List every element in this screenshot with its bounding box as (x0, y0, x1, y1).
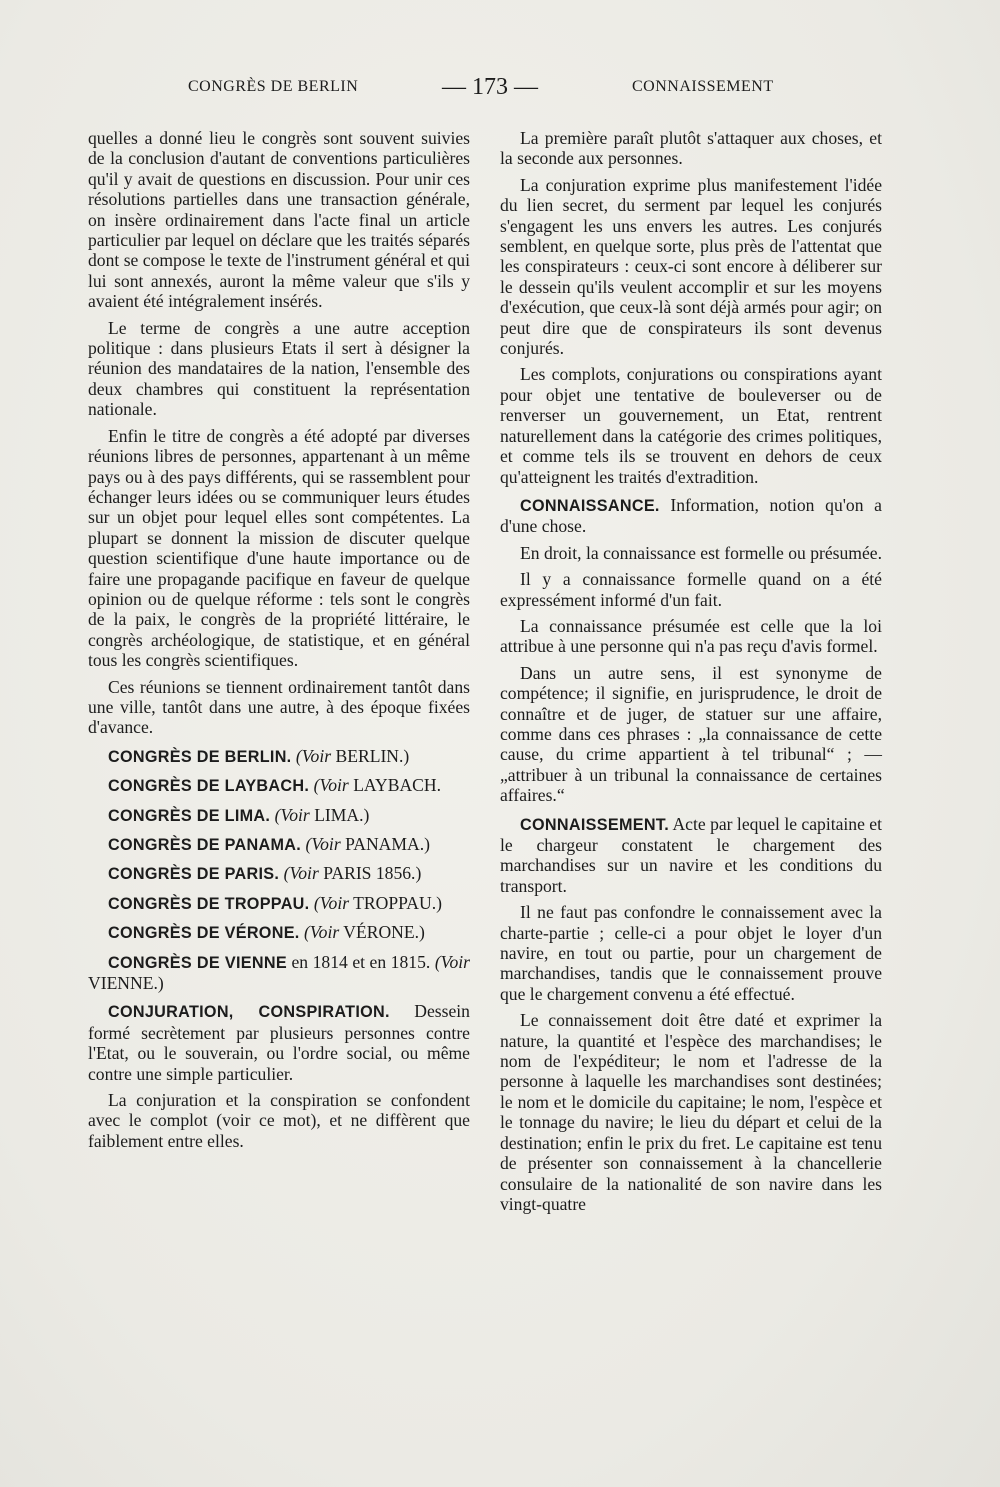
cross-reference: TROPPAU.) (353, 892, 442, 913)
entry-congres-troppau (88, 893, 470, 914)
entry-term: CONGRÈS DE BERLIN. (108, 747, 292, 766)
entry-term: CONGRÈS DE PARIS. (108, 865, 280, 884)
entry-term: CONGRÈS DE VIENNE (108, 953, 287, 972)
entry-term: CONJURATION, CONSPIRATION. (108, 1003, 390, 1022)
paragraph: La première paraît plutôt s'attaquer aux choses, et la seconde aux personnes. (500, 128, 882, 169)
entry-connaissement (500, 814, 882, 897)
paragraph: Dans un autre sens, il est synonyme de compétence; il signifie, en jurisprudence, le droit de connaître et de juger, de statuer sur une affaire, comme dans ces phrases : „la connaissance de cette cause, du crime appartient à tel tribunal“ ; — „attribuer à un tribunal la connaissance de certaines affaires.“ (500, 662, 882, 806)
header-right-title: CONNAISSEMENT (632, 78, 774, 95)
paragraph: En droit, la connaissance est formelle ou présumée. (520, 542, 883, 563)
entry-term: CONNAISSANCE. (520, 496, 660, 515)
cross-reference: LAYBACH. (353, 775, 442, 796)
entry-congres-panama (88, 834, 470, 855)
entry-congres-paris (88, 863, 470, 884)
voir-label: (Voir (274, 804, 310, 825)
page-number: — 173 — (442, 74, 538, 100)
paragraph: La connaissance présumée est celle que la loi attribue à une personne qui n'a pas reçu d'avis formel. (500, 615, 882, 657)
paragraph: Le connaissement doit être daté et exprimer la nature, la quantité et l'espèce des marchandises; le nom de l'expéditeur; le nom et l'adresse de la personne à laquelle les marchandises sont destinées; le nom et le domicile du capitaine; le nom, l'espèce et le tonnage du navire; le lieu du départ et celui de la destination; enfin le prix du fret. Le capitaine est tenu de présenter son connaissement à la chancellerie consulaire de la nationalité de son navire dans les vingt-quatre (500, 1010, 882, 1214)
entry-term: CONNAISSEMENT. (520, 815, 670, 834)
paragraph: La conjuration et la conspiration se confondent avec le complot (voir ce mot), et ne diffèrent que faiblement entre elles. (88, 1090, 470, 1151)
entry-text: Dessein formé secrètement par plusieurs personnes contre l'Etat, ou le souverain, ou l'ordre social, ou même contre une simple particulier. (88, 1001, 470, 1084)
voir-label: (Voir (283, 863, 319, 884)
entry-congres-lima (88, 805, 470, 826)
entry-text: en 1814 et en 1815. (291, 951, 431, 972)
entry-term: CONGRÈS DE LAYBACH. (108, 777, 310, 796)
entry-text: Acte par lequel le capitaine et le chargeur constatent le chargement des marchandises sur un navire et les conditions du transport. (500, 813, 882, 896)
cross-reference: BERLIN.) (335, 745, 410, 766)
left-column (88, 128, 470, 1157)
entry-conjuration (88, 1001, 470, 1084)
voir-label: (Voir (313, 892, 350, 913)
paragraph: Le terme de congrès a une autre acception politique : dans plusieurs Etats il sert à désigner la réunion des mandataires de la nation, l'ensemble des deux chambres qui constituent la représentation nationale. (88, 317, 470, 420)
paragraph: Enfin le titre de congrès a été adopté par diverses réunions libres de personnes, appartenant à un même pays ou à des pays différents, qui se rassemblent pour échanger leurs idées ou se communiquer leurs études sur un objet pour lequel elles sont compétentes. La plupart se donnent la mission de discuter quelque question scientifique d'une haute importance ou de faire une propagande pacifique en faveur de quelque opinion ou de quelque réforme : tels sont le congrès de la paix, le congrès de la propriété littéraire, le congrès archéologique, de statistique, et en général tous les congrès scientifiques. (88, 425, 470, 671)
cross-reference: LIMA.) (314, 804, 370, 825)
paragraph: Il y a connaissance formelle quand on a été expressément informé d'un fait. (500, 569, 882, 610)
cross-reference: PARIS 1856.) (323, 863, 422, 884)
cross-reference: PANAMA.) (345, 834, 430, 854)
paragraph: quelles a donné lieu le congrès sont souvent suivies de la conclusion d'autant de conventions particulières qu'il y avait de questions en discussion. Pour unir ces résolutions partielles dans une transaction générale, on insère ordinairement dans l'acte final un article particulier par lequel on déclare que les traités séparés dont se compose le texte de l'instrument général et qui lui sont annexés, auront la même valeur que s'ils y avaient été intégralement insérés. (88, 128, 470, 312)
entry-congres-laybach (88, 775, 470, 796)
entry-term: CONGRÈS DE LIMA. (108, 806, 271, 825)
cross-reference: VIENNE.) (88, 973, 164, 994)
voir-label: (Voir (304, 922, 340, 943)
paragraph: Ces réunions se tiennent ordinairement tantôt dans une ville, tantôt dans une autre, à des époque fixées d'avance. (88, 676, 470, 738)
entry-text: Information, notion qu'on a d'une chose. (500, 494, 882, 537)
entry-congres-vienne (88, 952, 470, 994)
header-left-title: CONGRÈS DE BERLIN (188, 78, 359, 95)
cross-reference: VÉRONE.) (343, 922, 425, 943)
right-column (500, 128, 882, 1220)
voir-label: (Voir (313, 775, 349, 796)
voir-label: (Voir (305, 834, 341, 854)
entry-term: CONGRÈS DE TROPPAU. (108, 894, 310, 913)
running-header (0, 74, 1000, 104)
voir-label: (Voir (295, 745, 332, 766)
paragraph: Il ne faut pas confondre le connaissement avec la charte-partie ; celle-ci a pour objet le loyer d'un navire, en tout ou partie, pour un chargement de marchandises, tandis que le connaissement prouve que le chargement convenu a été effectué. (500, 902, 882, 1004)
entry-term: CONGRÈS DE PANAMA. (108, 836, 302, 854)
entry-congres-berlin (88, 746, 470, 767)
entry-congres-verone (88, 922, 470, 943)
entry-term: CONGRÈS DE VÉRONE. (108, 924, 300, 943)
voir-label: (Voir (434, 951, 470, 972)
entry-connaissance (500, 495, 882, 537)
paragraph: Les complots, conjurations ou conspirations ayant pour objet une tentative de bouleverser ou de renverser un gouvernement, un Etat, rentrent naturellement dans la catégorie des crimes politiques, et comme tels ils se trouvent en dehors de ceux qu'atteignent les traités d'extradition. (500, 364, 882, 487)
paragraph: La conjuration exprime plus manifestement l'idée du lien secret, du serment par lequel les conjurés s'engagent les uns envers les autres. Les conjurés semblent, en quelque sorte, plus près de l'attentat que les conspirateurs : ceux-ci sont encore à déliberer sur le dessein qu'ils veulent accomplir et sur les moyens d'exécution, que ceux-là sont déjà armés pour agir; on peut dire que de conspirateurs ils sont devenus conjurés. (500, 174, 882, 359)
